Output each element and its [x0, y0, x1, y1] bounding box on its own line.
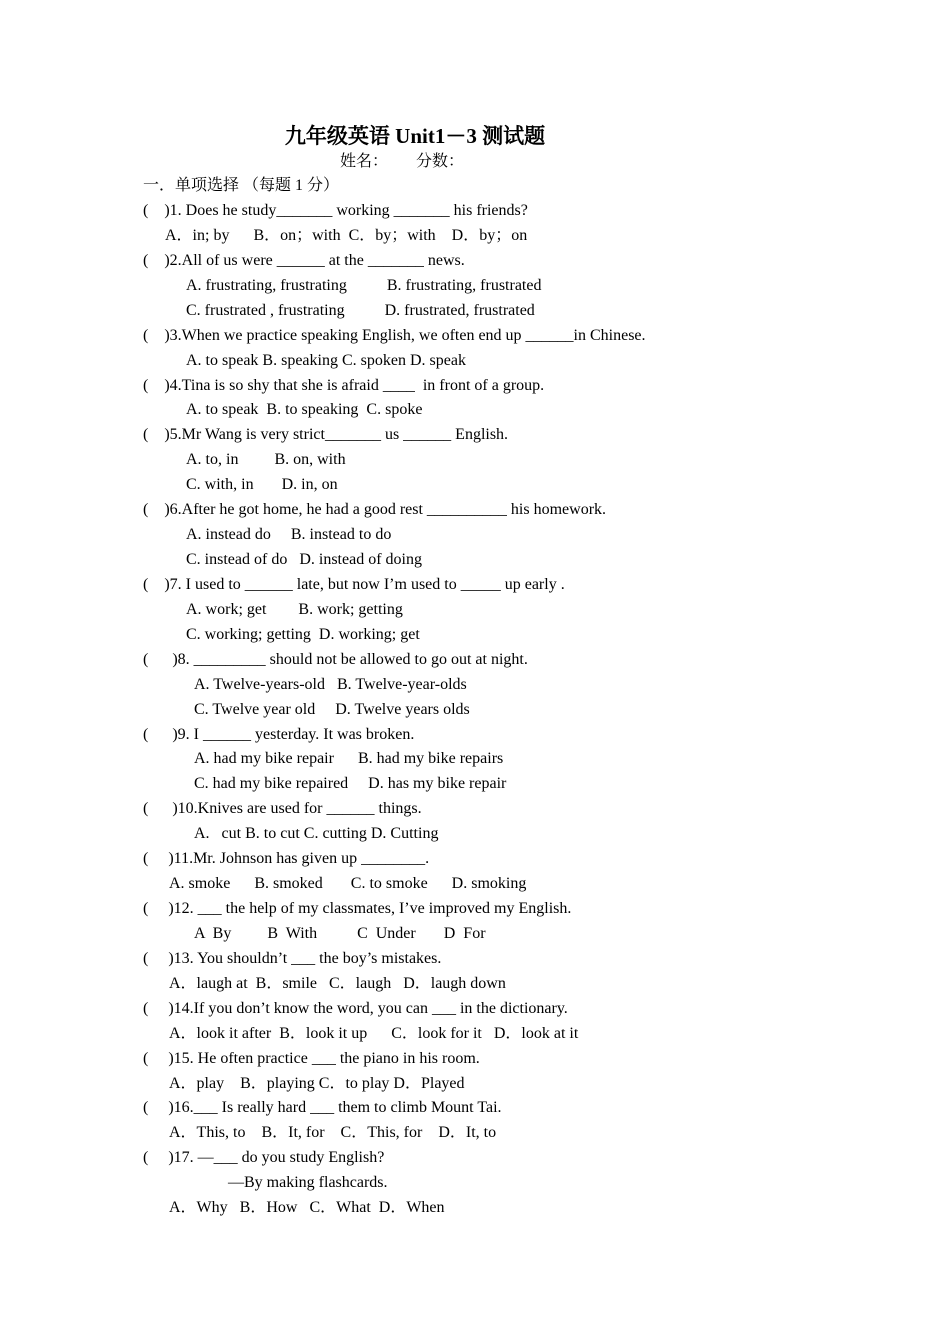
answer-options: A. to, in B. on, with: [186, 451, 346, 468]
question-stem: ( )5.Mr Wang is very strict_______ us ______ English.: [143, 426, 509, 443]
question-stem: ( )12. ___ the help of my classmates, I’ve improved my English.: [143, 900, 572, 917]
answer-options: A. smoke B. smoked C. to smoke D. smoking: [169, 875, 527, 892]
answer-options: A．laugh at B．smile C．laugh D．laugh down: [169, 975, 506, 992]
question-stem: ( )8. _________ should not be allowed to go out at night.: [143, 651, 528, 668]
question-stem: ( )11.Mr. Johnson has given up ________.: [143, 850, 430, 867]
question-stem: ( )9. I ______ yesterday. It was broken.: [143, 726, 415, 743]
answer-options: —By making flashcards.: [228, 1174, 388, 1191]
answer-options: A. work; get B. work; getting: [186, 601, 403, 618]
answer-options: C. working; getting D. working; get: [186, 626, 420, 643]
question-stem: ( )7. I used to ______ late, but now I’m used to _____ up early .: [143, 576, 565, 593]
answer-options: A．This, to B．It, for C．This, for D．It, to: [169, 1124, 497, 1141]
answer-options: A．Why B．How C．What D．When: [169, 1199, 445, 1216]
answer-options: C. frustrated , frustrating D. frustrated, frustrated: [186, 302, 535, 319]
answer-options: A．in; by B．on；with C．by；with D．by；on: [165, 227, 528, 244]
answer-options: C. Twelve year old D. Twelve years olds: [194, 701, 470, 718]
question-stem: ( )1. Does he study_______ working _______ his friends?: [143, 202, 528, 219]
answer-options: A. to speak B. to speaking C. spoke: [186, 401, 423, 418]
question-stem: ( )14.If you don’t know the word, you can ___ in the dictionary.: [143, 1000, 568, 1017]
question-stem: ( )3.When we practice speaking English, we often end up ______in Chinese.: [143, 327, 646, 344]
answer-options: A．look it after B．look it up C．look for it D．look at it: [169, 1025, 579, 1042]
answer-options: A．play B．playing C．to play D．Played: [169, 1075, 465, 1092]
answer-options: A. had my bike repair B. had my bike repairs: [194, 750, 504, 767]
question-stem: ( )16.___ Is really hard ___ them to climb Mount Tai.: [143, 1099, 502, 1116]
answer-options: A. frustrating, frustrating B. frustrating, frustrated: [186, 277, 542, 294]
section-heading: 一．单项选择 （每题 1 分）: [143, 177, 340, 194]
answer-options: A. instead do B. instead to do: [186, 526, 392, 543]
answer-options: A. to speak B. speaking C. spoken D. speak: [186, 352, 466, 369]
answer-options: C. instead of do D. instead of doing: [186, 551, 422, 568]
answer-options: A By B With C Under D For: [194, 925, 486, 942]
question-stem: ( )10.Knives are used for ______ things.: [143, 800, 422, 817]
answer-options: A. cut B. to cut C. cutting D. Cutting: [194, 825, 439, 842]
question-stem: ( )13. You shouldn’t ___ the boy’s mistakes.: [143, 950, 442, 967]
answer-options: C. with, in D. in, on: [186, 476, 338, 493]
page-title: 九年级英语 Unit1－3 测试题: [284, 124, 546, 148]
answer-options: A. Twelve-years-old B. Twelve-year-olds: [194, 676, 467, 693]
question-stem: ( )17. —___ do you study English?: [143, 1149, 385, 1166]
answer-options: C. had my bike repaired D. has my bike repair: [194, 775, 507, 792]
question-stem: ( )6.After he got home, he had a good rest __________ his homework.: [143, 501, 607, 518]
name-score-line: 姓名： 分数：: [340, 153, 465, 170]
question-stem: ( )4.Tina is so shy that she is afraid ____ in front of a group.: [143, 377, 545, 394]
question-stem: ( )15. He often practice ___ the piano in his room.: [143, 1050, 480, 1067]
question-stem: ( )2.All of us were ______ at the _______ news.: [143, 252, 465, 269]
